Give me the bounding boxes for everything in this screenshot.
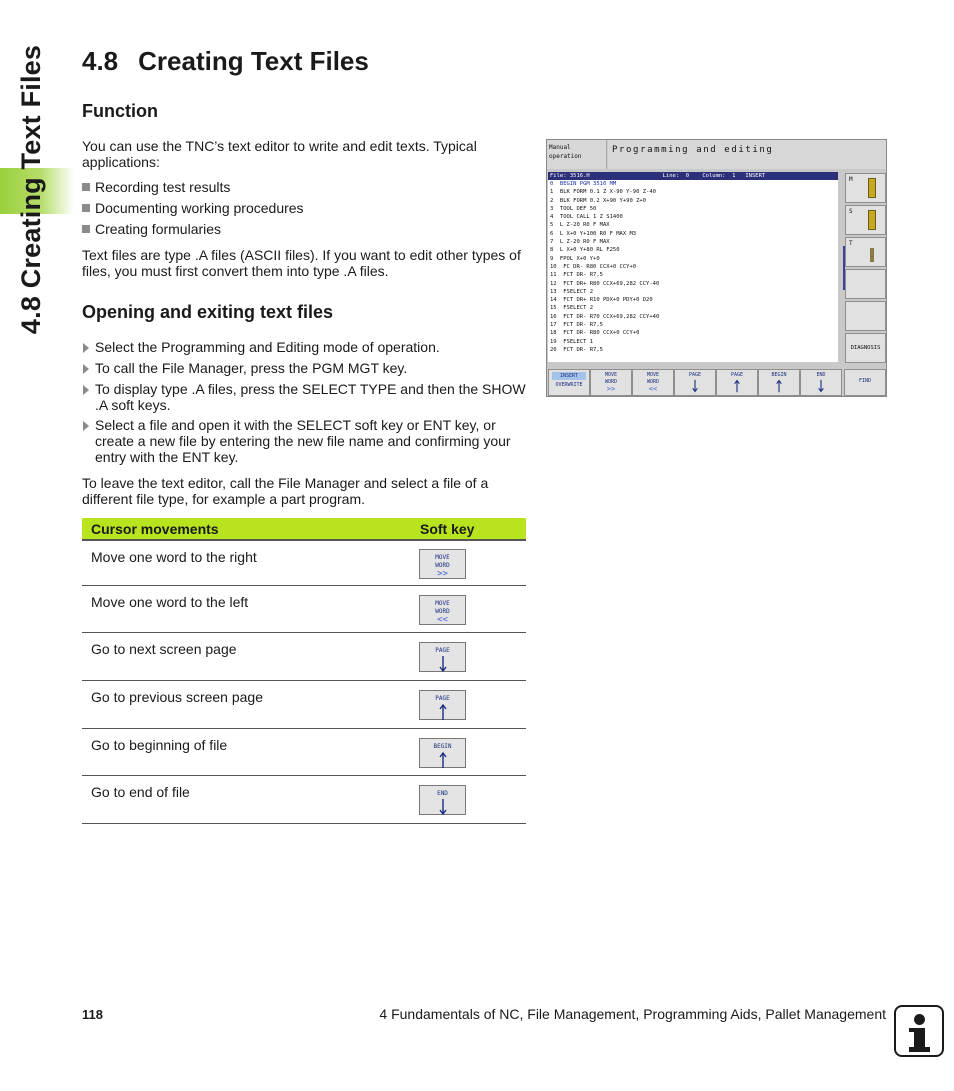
function-note: Text files are type .A files (ASCII files). If you want to edit other types of files, you must first convert them into type .A files.: [82, 247, 521, 279]
program-line[interactable]: 16 FCT DR- R70 CCX+69,282 CCY+40: [550, 313, 660, 320]
vertical-softkeys: [845, 173, 886, 363]
arrow-up-icon: [438, 751, 448, 769]
step-item: To display type .A files, press the SELECT TYPE and then the SHOW .A soft keys.: [82, 381, 527, 413]
arrow-icon: [83, 385, 89, 395]
footer-chapter: 4 Fundamentals of NC, File Management, Programming Aids, Pallet Management: [379, 1006, 886, 1022]
bullet-item: Creating formularies: [82, 221, 221, 237]
step-item: To call the File Manager, press the PGM MGT key.: [82, 360, 527, 376]
arrow-down-icon: [438, 655, 448, 673]
arrow-down-icon: [817, 379, 825, 393]
program-line[interactable]: 6 L X+0 Y+100 R0 F MAX M3: [550, 230, 637, 237]
tool-icon: [868, 210, 876, 230]
arrow-down-icon: [691, 379, 699, 393]
m-softkey[interactable]: M: [845, 173, 886, 203]
leave-editor-text: To leave the text editor, call the File Manager and select a file of a different file type, for example a part program.: [82, 475, 489, 507]
program-line[interactable]: 4 TOOL CALL 1 Z S1400: [550, 214, 623, 221]
end-softkey[interactable]: END: [800, 369, 842, 396]
page-down-softkey[interactable]: PAGE: [419, 642, 466, 672]
col-soft-key: Soft key: [420, 521, 475, 537]
s-softkey[interactable]: S: [845, 205, 886, 235]
function-heading: Function: [82, 101, 158, 121]
program-line[interactable]: 19 FSELECT 1: [550, 338, 594, 345]
program-line[interactable]: 3 TOOL DEF 50: [550, 205, 597, 212]
program-line[interactable]: 8 L X+0 Y+80 RL F250: [550, 247, 620, 254]
section-number: 4.8: [82, 46, 119, 76]
table-row: Move one word to the right MOVE WORD >>: [82, 541, 526, 586]
step-item: Select a file and open it with the SELECT soft key or ENT key, or create a new file by entering the new file name and confirming your entry with the ENT key.: [82, 417, 527, 465]
horizontal-softkeys: [548, 369, 886, 396]
mode-indicator: Manual operation: [547, 140, 607, 169]
program-lines: [548, 180, 838, 354]
table-row: Go to next screen page PAGE: [82, 633, 526, 681]
page-title: [82, 46, 369, 77]
end-softkey[interactable]: END: [419, 785, 466, 815]
table-row: Move one word to the left MOVE WORD <<: [82, 586, 526, 633]
page-number: 118: [82, 1007, 103, 1022]
table-row: Go to end of file END: [82, 776, 526, 824]
program-line[interactable]: 5 L Z-20 R0 F MAX: [550, 222, 610, 229]
table-row: Go to beginning of file BEGIN: [82, 729, 526, 776]
t-softkey[interactable]: T: [845, 237, 886, 267]
begin-softkey[interactable]: BEGIN: [758, 369, 800, 396]
side-tab-label: 4.8 Creating Text Files: [16, 44, 47, 334]
program-line[interactable]: 1 BLK FORM 0.1 Z X-90 Y-90 Z-40: [550, 189, 656, 196]
arrow-icon: [83, 421, 89, 431]
program-line[interactable]: 20 FCT DR- R7,5: [550, 346, 603, 353]
program-line[interactable]: 0 BEGIN PGM 3516 MM: [550, 181, 617, 187]
function-intro: You can use the TNC’s text editor to write and edit texts. Typical applications:: [82, 138, 477, 170]
program-line[interactable]: 10 FC DR- R80 CCX+0 CCY+0: [550, 263, 637, 270]
program-line[interactable]: 15 FSELECT 2: [550, 305, 594, 312]
program-line[interactable]: 7 L Z-20 R0 F MAX: [550, 239, 610, 246]
step-item: Select the Programming and Editing mode of operation.: [82, 339, 527, 355]
program-line[interactable]: 2 BLK FORM 0.2 X+90 Y+90 Z+0: [550, 197, 647, 204]
arrow-icon: [83, 343, 89, 353]
table-row: Go to previous screen page PAGE: [82, 681, 526, 729]
arrow-down-icon: [438, 798, 448, 816]
program-editor[interactable]: [548, 172, 838, 362]
program-line[interactable]: 18 FCT DR- R80 CCX+0 CCY+0: [550, 330, 640, 337]
page-up-softkey[interactable]: PAGE: [419, 690, 466, 720]
tool-icon: [870, 248, 874, 262]
insert-overwrite-softkey[interactable]: INSERT OVERWRITE: [548, 369, 590, 396]
empty-softkey[interactable]: [845, 301, 886, 331]
arrow-up-icon: [775, 379, 783, 393]
program-line[interactable]: 11 FCT DR- R7,5: [550, 272, 603, 279]
page-down-softkey[interactable]: PAGE: [674, 369, 716, 396]
status-line: File: 3516.H Line: 0 Column: 1 INSERT: [548, 172, 838, 180]
info-icon: [894, 1005, 944, 1057]
move-word-left-softkey[interactable]: MOVE WORD <<: [632, 369, 674, 396]
col-cursor-movements: Cursor movements: [91, 521, 219, 537]
tnc-screenshot: [546, 139, 887, 397]
opening-heading: Opening and exiting text files: [82, 302, 334, 322]
screen-title: Programming and editing: [608, 140, 886, 169]
begin-softkey[interactable]: BEGIN: [419, 738, 466, 768]
program-line[interactable]: 13 FSELECT 2: [550, 288, 594, 295]
find-softkey[interactable]: FIND: [844, 369, 886, 396]
side-tab: [10, 44, 54, 334]
arrow-up-icon: [438, 703, 448, 721]
move-word-left-softkey[interactable]: MOVE WORD <<: [419, 595, 466, 625]
bullet-item: Recording test results: [82, 179, 230, 195]
arrow-icon: [83, 364, 89, 374]
page-up-softkey[interactable]: PAGE: [716, 369, 758, 396]
program-line[interactable]: 14 FCT DR+ R10 PDX+0 PDY+0 D20: [550, 297, 653, 304]
move-word-right-softkey[interactable]: MOVE WORD >>: [419, 549, 466, 579]
diagnosis-softkey[interactable]: DIAGNOSIS: [845, 333, 886, 363]
cursor-table: [82, 518, 526, 824]
section-title: Creating Text Files: [138, 46, 369, 76]
move-word-right-softkey[interactable]: MOVE WORD >>: [590, 369, 632, 396]
bullet-item: Documenting working procedures: [82, 200, 304, 216]
program-line[interactable]: 12 FCT DR+ R80 CCX+69,282 CCY-40: [550, 280, 660, 287]
table-header: [82, 518, 526, 541]
tool-icon: [868, 178, 876, 198]
empty-softkey[interactable]: [845, 269, 886, 299]
program-line[interactable]: 9 FPOL X+0 Y+0: [550, 255, 600, 262]
program-line[interactable]: 17 FCT DR- R7,5: [550, 322, 603, 329]
arrow-up-icon: [733, 379, 741, 393]
